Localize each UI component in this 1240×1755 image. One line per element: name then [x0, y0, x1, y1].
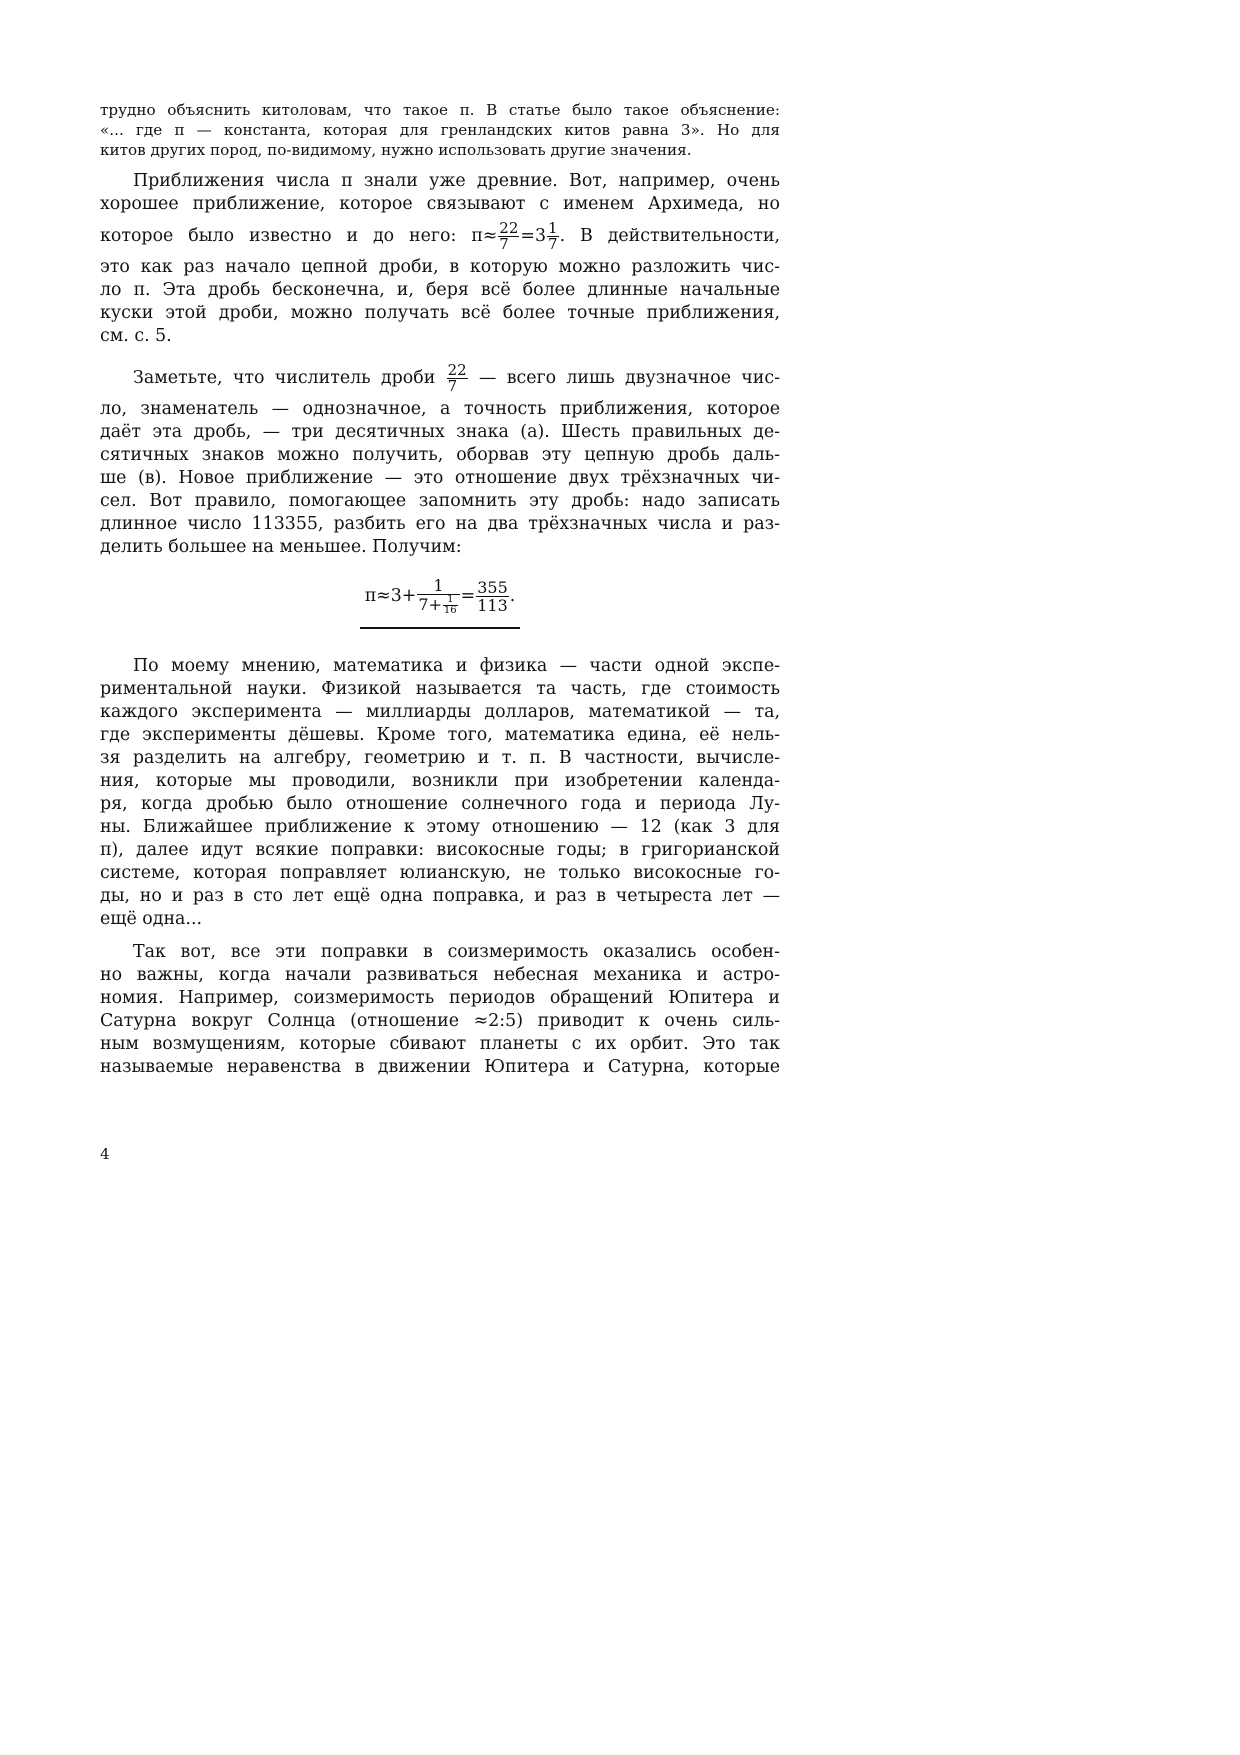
text-line: Так вот, все эти поправки в соизмеримость оказались особен- [133, 942, 780, 962]
text-line: ды, но и раз в сто лет ещё одна поправка, и раз в четыреста лет — [100, 886, 780, 906]
text-line: ны. Ближайшее приближение к этому отношению — 12 (как 3 для [100, 817, 780, 837]
text-line: каждого эксперимента — миллиарды долларов, математикой — та, [100, 702, 780, 722]
text-segment: — всего лишь двузначное чис- [468, 368, 780, 388]
inner-fraction [443, 595, 458, 616]
text-segment: . В действительности, [559, 226, 780, 246]
denominator: 113 [477, 596, 508, 615]
text-line: риментальной науки. Физикой называется та часть, где стоимость [100, 679, 780, 699]
fraction-1-7 [547, 221, 559, 252]
numerator: 22 [499, 219, 519, 237]
text-line: куски этой дроби, можно получать всё более точные приближения, [100, 303, 780, 323]
formula-segment: . [509, 586, 516, 606]
text-line: хорошее приближение, которое связывают с именем Архимеда, но [100, 194, 780, 214]
text-segment: которое было известно и до него: π≈ [100, 226, 498, 246]
text-line: но важны, когда начали развиваться небесная механика и астро- [100, 965, 780, 985]
text-line: ря, когда дробью было отношение солнечного года и периода Лу- [100, 794, 780, 814]
text-line: трудно объяснить китоловам, что такое π. В статье было такое объяснение: [100, 101, 780, 119]
fraction-22-7 [447, 363, 468, 394]
numerator: 1 [443, 595, 458, 606]
text-line-with-fractions [100, 216, 780, 256]
text-line: Приближения числа π знали уже древние. Вот, например, очень [133, 171, 780, 191]
denominator: 7 [447, 377, 458, 395]
denominator: 16 [443, 605, 457, 616]
denominator: 7 [499, 235, 509, 253]
text-line: Сатурна вокруг Солнца (отношение ≈2:5) приводит к очень силь- [100, 1011, 780, 1031]
denominator [417, 595, 459, 616]
text-line: π), далее идут всякие поправки: високосные годы; в григорианской [100, 840, 780, 860]
paragraph-1 [100, 170, 780, 348]
text-line: называемые неравенства в движении Юпитера и Сатурна, которые [100, 1057, 780, 1077]
text-line: сел. Вот правило, помогающее запомнить эту дробь: надо записать [100, 491, 780, 511]
numerator: 22 [447, 361, 467, 379]
text-line: ещё одна... [100, 909, 203, 929]
text-segment: Заметьте, что числитель дроби [133, 368, 446, 388]
text-line: даёт эта дробь, — три десятичных знака (а). Шесть правильных де- [100, 422, 780, 442]
text-line: где эксперименты дёшевы. Кроме того, математика едина, её нель- [100, 725, 780, 745]
formula-segment: π≈3+ [364, 586, 417, 606]
text-line: делить большее на меньшее. Получим: [100, 537, 462, 557]
text-line: ния, которые мы проводили, возникли при изобретении календа- [100, 771, 780, 791]
text-segment: =3 [520, 226, 547, 246]
paragraph-2 [100, 358, 780, 559]
text-line: длинное число 113355, разбить его на два трёхзначных числа и раз- [100, 514, 780, 534]
section-divider [360, 627, 520, 629]
text-line: ным возмущениям, которые сбивают планеты с их орбит. Это так [100, 1034, 780, 1054]
paragraph-3 [100, 655, 780, 931]
text-line: ше (в). Новое приближение — это отношение двух трёхзначных чи- [100, 468, 780, 488]
text-line: см. с. 5. [100, 326, 172, 346]
formula-segment: = [460, 586, 476, 606]
text-line: это как раз начало цепной дроби, в которую можно разложить чис- [100, 257, 780, 277]
numerator: 1 [417, 577, 459, 595]
display-formula [100, 569, 780, 623]
formula-segment: 7+ [418, 595, 442, 614]
text-line: китов других пород, по-видимому, нужно использовать другие значения. [100, 141, 692, 159]
text-line: системе, которая поправляет юлианскую, не только високосные го- [100, 863, 780, 883]
text-line: номия. Например, соизмеримость периодов обращений Юпитера и [100, 988, 780, 1008]
paragraph-4 [100, 941, 780, 1079]
text-line: сятичных знаков можно получить, оборвав эту цепную дробь даль- [100, 445, 780, 465]
denominator: 7 [548, 235, 558, 253]
fraction-355-113 [476, 579, 509, 614]
text-line: зя разделить на алгебру, геометрию и т. п. В частности, вычисле- [100, 748, 780, 768]
continued-fraction [417, 577, 459, 616]
fraction-22-7 [498, 221, 519, 252]
intro-paragraph [100, 100, 780, 160]
text-line: По моему мнению, математика и физика — части одной экспе- [133, 656, 780, 676]
numerator: 1 [548, 219, 558, 237]
page-body [100, 100, 780, 1089]
text-line-with-fraction [100, 358, 780, 398]
numerator: 355 [477, 578, 508, 597]
text-line: ло π. Эта дробь бесконечна, и, беря всё более длинные начальные [100, 280, 780, 300]
text-line: ло, знаменатель — однозначное, а точность приближения, которое [100, 399, 780, 419]
page-number: 4 [100, 1145, 110, 1163]
text-line: «... где π — константа, которая для гренландских китов равна 3». Но для [100, 121, 780, 139]
